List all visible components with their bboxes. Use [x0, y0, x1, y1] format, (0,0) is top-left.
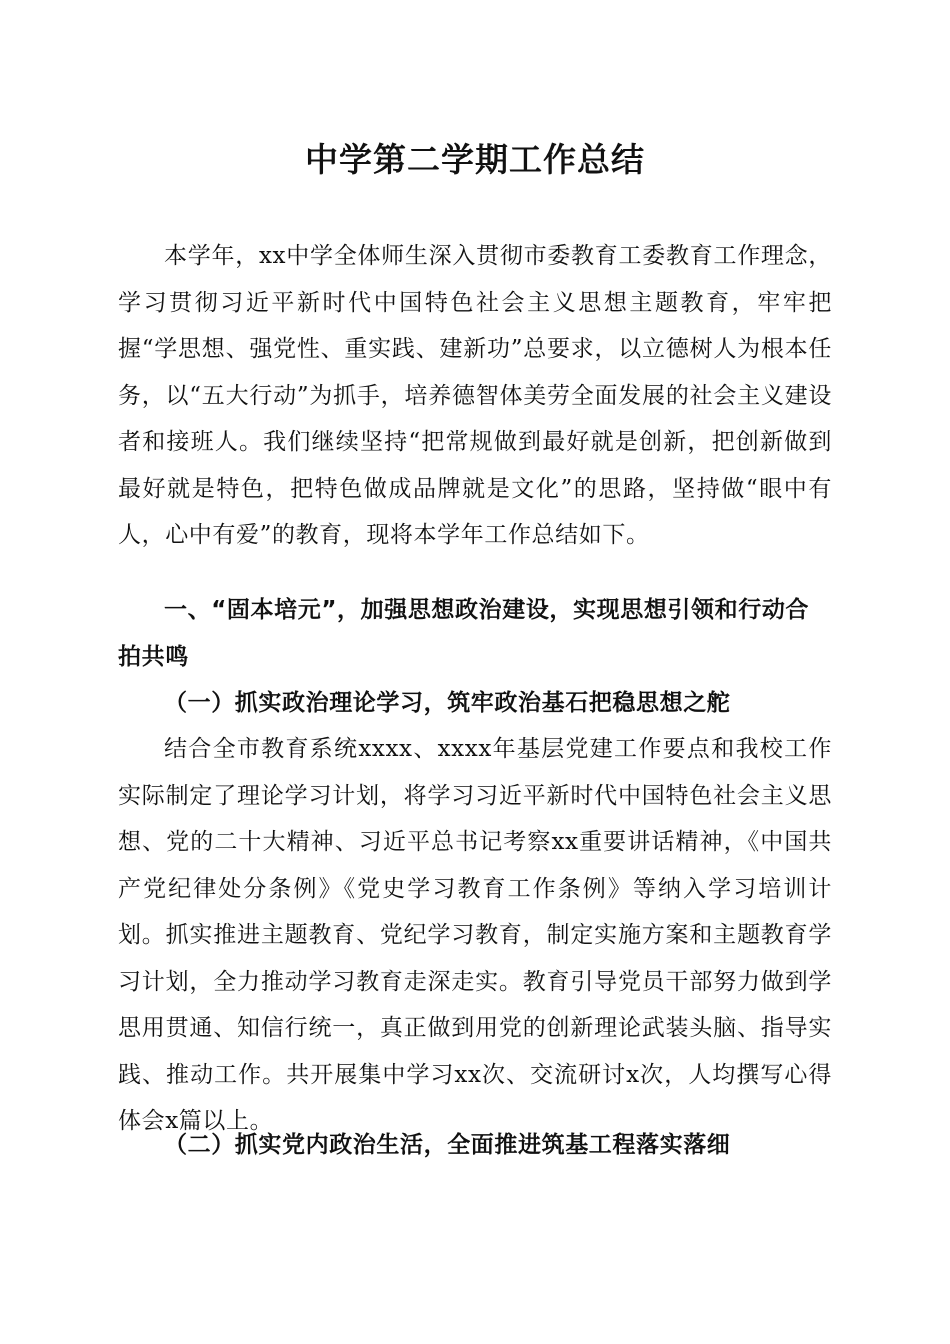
subsection-1-heading: （一）抓实政治理论学习，筑牢政治基石把稳思想之舵 [164, 689, 731, 716]
document-title: 中学第二学期工作总结 [305, 140, 645, 179]
subsection-2-heading: （二）抓实党内政治生活，全面推进筑基工程落实落细 [164, 1131, 731, 1158]
section-1-heading: 一、“固本培元”，加强思想政治建设，实现思想引领和行动合拍共鸣 [118, 597, 810, 670]
subsection-1-paragraph: 结合全市教育系统xxxx、xxxx年基层党建工作要点和我校工作实际制定了理论学习计划，将学习习近平新时代中国特色社会主义思想、党的二十大精神、习近平总书记考察xx重要讲话精神，《中国共产党纪律处分条例》《党史学习教育工作条例》等纳入学习培训计划。抓实推进主题教育、党纪学习教育，制定实施方案和主题教育学习计划，全力推动学习教育走深走实。教育引导党员干部努力做到学思用贯通、知信行统一，真正做到用党的创新理论武装头脑、指导实践、推动工作。共开展集中学习xx次、交流研讨x次，人均撰写心得体会x篇以上。 [118, 736, 832, 1134]
intro-paragraph: 本学年，xx中学全体师生深入贯彻市委教育工委教育工作理念，学习贯彻习近平新时代中国特色社会主义思想主题教育，牢牢把握“学思想、强党性、重实践、建新功”总要求，以立德树人为根本任务，以“五大行动”为抓手，培养德智体美劳全面发展的社会主义建设者和接班人。我们继续坚持“把常规做到最好就是创新，把创新做到最好就是特色，把特色做成品牌就是文化”的思路，坚持做“眼中有人，心中有爱”的教育，现将本学年工作总结如下。 [118, 243, 832, 548]
